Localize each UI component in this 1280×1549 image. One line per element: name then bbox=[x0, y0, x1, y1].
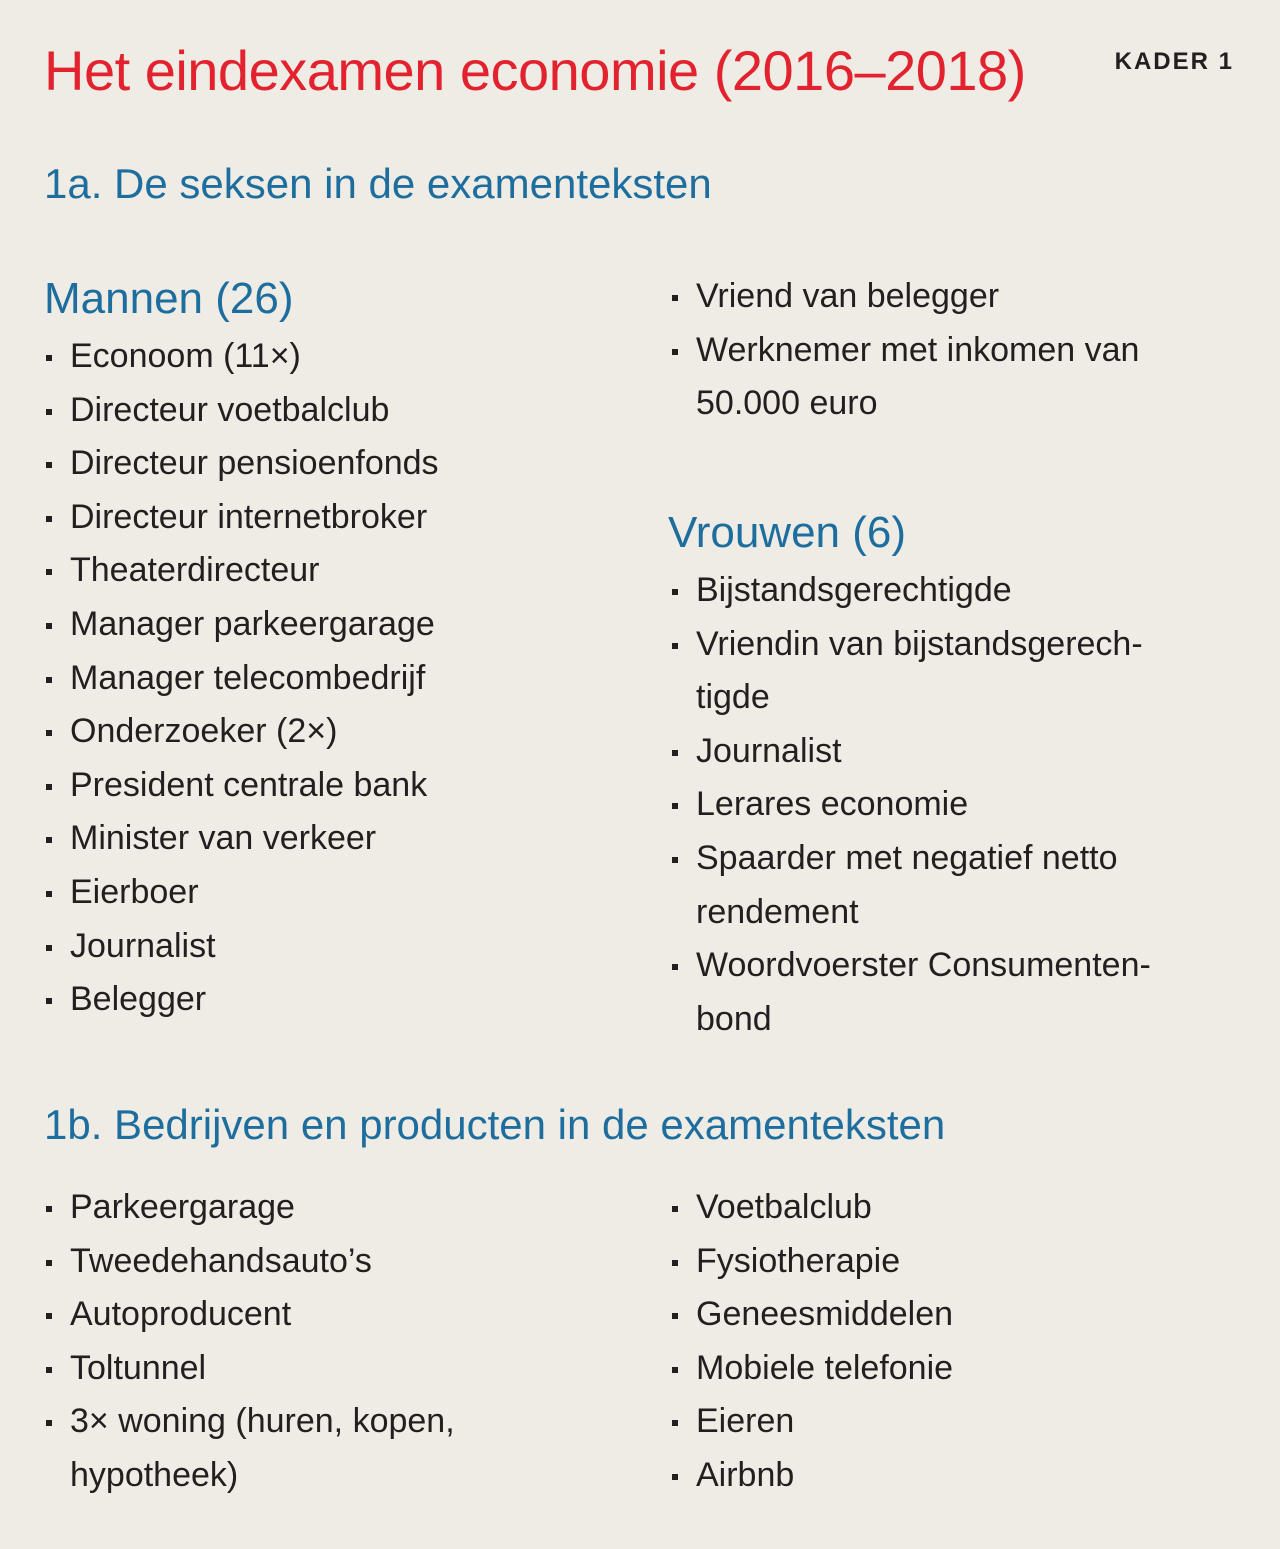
box-label: KADER 1 bbox=[1114, 48, 1234, 75]
women-heading: Vrouwen (6) bbox=[668, 508, 907, 557]
list-item-text: Theaterdirecteur bbox=[70, 551, 320, 590]
list-item-text: Journalist bbox=[70, 926, 216, 965]
list-item-text: Directeur internetbroker bbox=[70, 497, 428, 536]
list-item-text: Minister van verkeer bbox=[70, 819, 377, 858]
list-item bbox=[670, 1181, 953, 1235]
list-item-text: 50.000 euro bbox=[696, 384, 878, 423]
list-item-text: Journalist bbox=[696, 731, 842, 770]
list-item-text: Werknemer met inkomen van bbox=[696, 330, 1140, 369]
list-item bbox=[670, 1235, 953, 1289]
list-item bbox=[670, 1288, 953, 1342]
list-item bbox=[44, 1288, 455, 1342]
list-item-text: Onderzoeker (2×) bbox=[70, 712, 338, 751]
list-item-text: Manager telecombedrijf bbox=[70, 658, 426, 697]
section-a-heading: 1a. De seksen in de examenteksten bbox=[44, 160, 712, 207]
list-item-text: Mobiele telefonie bbox=[696, 1348, 954, 1387]
list-item bbox=[44, 1395, 455, 1502]
list-item bbox=[670, 1449, 953, 1503]
list-item-text: Directeur voetbalclub bbox=[70, 390, 390, 429]
men-list bbox=[44, 330, 439, 1027]
list-item-text: Eieren bbox=[696, 1402, 795, 1441]
list-item bbox=[44, 705, 439, 759]
list-item bbox=[670, 618, 1151, 725]
list-item bbox=[44, 1181, 455, 1235]
list-item bbox=[670, 1342, 953, 1396]
list-item-text: Geneesmiddelen bbox=[696, 1295, 954, 1334]
list-item bbox=[44, 759, 439, 813]
list-item-text: hypotheek) bbox=[70, 1455, 239, 1494]
list-item-text: Manager parkeergarage bbox=[70, 604, 435, 643]
list-item bbox=[44, 652, 439, 706]
list-item bbox=[670, 324, 1139, 431]
list-item bbox=[44, 544, 439, 598]
list-item-text: Vriendin van bijstandsgerech- bbox=[696, 624, 1143, 663]
list-item-text: Vriend van belegger bbox=[696, 277, 1000, 315]
list-item-text: Spaarder met negatief netto bbox=[696, 838, 1118, 877]
list-item-text: Bijstandsgerechtigde bbox=[696, 571, 1012, 609]
list-item bbox=[670, 939, 1151, 1046]
list-item bbox=[670, 564, 1151, 618]
list-item-text: Toltunnel bbox=[70, 1348, 207, 1387]
list-item-text: Fysiotherapie bbox=[696, 1241, 901, 1280]
list-item-text: 3× woning (huren, kopen, bbox=[70, 1402, 455, 1441]
list-item-text: Eierboer bbox=[70, 872, 199, 911]
list-item-text: Econoom (11×) bbox=[70, 337, 301, 375]
list-item-text: rendement bbox=[696, 892, 859, 931]
list-item bbox=[44, 973, 439, 1027]
list-item-text: President centrale bank bbox=[70, 765, 428, 804]
list-item bbox=[670, 270, 1139, 324]
list-item-text: Parkeergarage bbox=[70, 1188, 295, 1226]
list-item bbox=[670, 1395, 953, 1449]
list-item bbox=[44, 384, 439, 438]
list-item bbox=[44, 1342, 455, 1396]
list-item bbox=[44, 812, 439, 866]
list-item-text: Belegger bbox=[70, 980, 207, 1019]
men-list-continued bbox=[670, 270, 1139, 431]
list-item bbox=[44, 1235, 455, 1289]
list-item-text: Voetbalclub bbox=[696, 1188, 872, 1226]
list-item-text: Lerares economie bbox=[696, 785, 969, 824]
men-heading: Mannen (26) bbox=[44, 274, 294, 323]
list-item bbox=[670, 725, 1151, 779]
list-item-text: Woordvoerster Consumenten- bbox=[696, 946, 1151, 985]
list-item bbox=[44, 330, 439, 384]
list-item-text: tigde bbox=[696, 678, 770, 717]
list-item-text: Autoproducent bbox=[70, 1295, 292, 1334]
list-item-text: Airbnb bbox=[696, 1455, 795, 1494]
list-item bbox=[670, 778, 1151, 832]
list-item-text: Directeur pensioenfonds bbox=[70, 444, 439, 483]
box-title: Het eindexamen economie (2016–2018) bbox=[44, 39, 1026, 102]
list-item-text: bond bbox=[696, 999, 772, 1038]
women-list bbox=[670, 564, 1151, 1046]
list-item bbox=[670, 832, 1151, 939]
list-item bbox=[44, 920, 439, 974]
companies-list-left bbox=[44, 1181, 455, 1503]
list-item bbox=[44, 866, 439, 920]
companies-list-right bbox=[670, 1181, 953, 1503]
list-item bbox=[44, 598, 439, 652]
list-item bbox=[44, 491, 439, 545]
list-item bbox=[44, 437, 439, 491]
section-b-heading: 1b. Bedrijven en producten in de examenteksten bbox=[44, 1101, 946, 1148]
list-item-text: Tweedehandsauto’s bbox=[70, 1241, 372, 1280]
